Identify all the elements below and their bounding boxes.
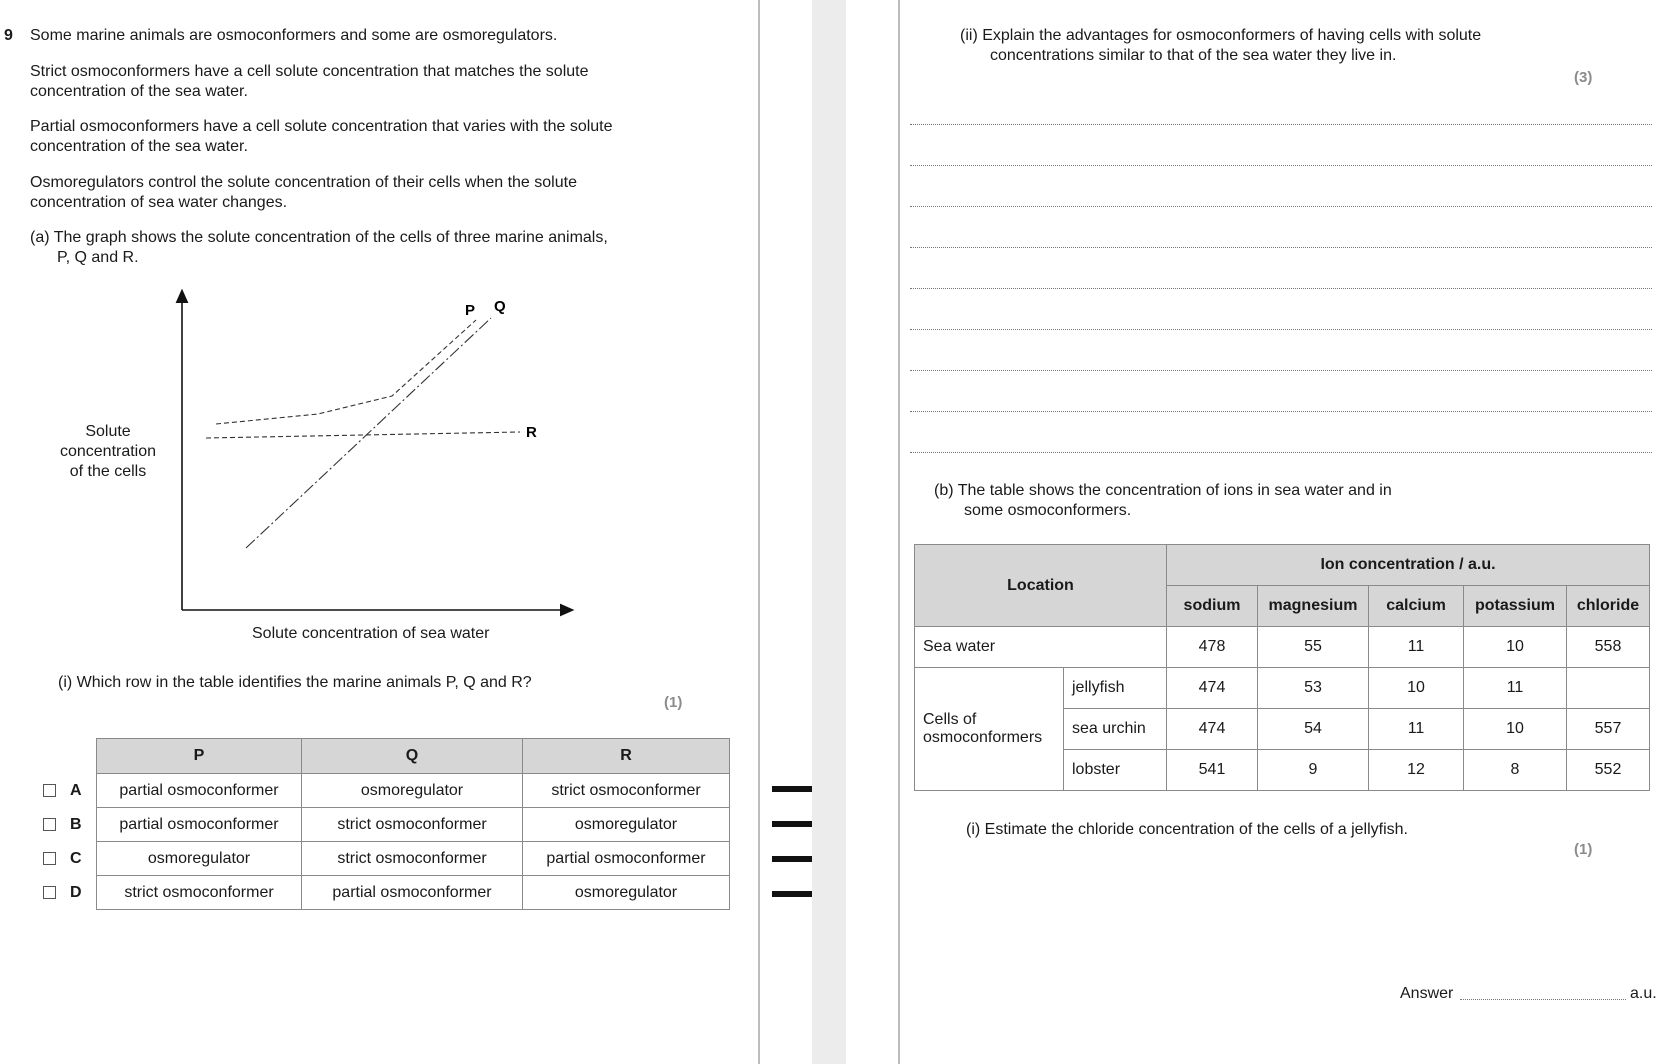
option-row-d[interactable] — [30, 876, 730, 910]
question-a-ii-line1: (ii) Explain the advantages for osmoconformers of having cells with solute — [960, 27, 1482, 44]
location-header: Location — [915, 545, 1167, 627]
option-letter: D — [70, 883, 82, 901]
margin-bar — [772, 891, 812, 897]
cell: partial osmoconformer — [523, 842, 730, 876]
value: 541 — [1167, 750, 1258, 791]
answer-unit: a.u. — [1630, 985, 1657, 1002]
option-row-b[interactable] — [30, 808, 730, 842]
ion-chloride: chloride — [1567, 586, 1650, 627]
ion-sodium: sodium — [1167, 586, 1258, 627]
option-row-c[interactable] — [30, 842, 730, 876]
ion-calcium: calcium — [1369, 586, 1464, 627]
value: 8 — [1464, 750, 1567, 791]
answer-line[interactable] — [910, 247, 1652, 248]
question-a-ii-line2: concentrations similar to that of the sea water they live in. — [990, 47, 1397, 64]
value: 9 — [1258, 750, 1369, 791]
book-spine — [812, 0, 846, 1064]
jellyfish-chloride-blank — [1567, 668, 1650, 709]
partial-definition-line1: Partial osmoconformers have a cell solute concentration that varies with the solute — [30, 118, 613, 135]
value: 552 — [1567, 750, 1650, 791]
group-label-line2: osmoconformers — [923, 729, 1043, 746]
answer-line[interactable] — [910, 206, 1652, 207]
osmoregulator-definition-line2: concentration of sea water changes. — [30, 194, 288, 211]
answer-line[interactable] — [910, 452, 1652, 453]
ion-magnesium: magnesium — [1258, 586, 1369, 627]
y-label-line3: of the cells — [69, 463, 147, 480]
part-a-line1: (a) The graph shows the solute concentration of the cells of three marine animals, — [30, 229, 608, 246]
strict-definition-line2: concentration of the sea water. — [30, 83, 248, 100]
answer-line[interactable] — [910, 165, 1652, 166]
answer-input-line[interactable] — [1460, 999, 1626, 1000]
row-sea-water — [915, 627, 1650, 668]
value: 54 — [1258, 709, 1369, 750]
ion-potassium: potassium — [1464, 586, 1567, 627]
margin-bar — [772, 821, 812, 827]
left-page-edge — [758, 0, 760, 1064]
value: 10 — [1369, 668, 1464, 709]
answer-line[interactable] — [910, 288, 1652, 289]
value: 478 — [1167, 627, 1258, 668]
cell: strict osmoconformer — [523, 774, 730, 808]
header-p: P — [97, 739, 302, 774]
answer-options-table — [30, 738, 730, 910]
y-label-line1: Solute — [85, 423, 131, 440]
y-label-line2: concentration — [59, 443, 157, 460]
value: 11 — [1369, 627, 1464, 668]
value: 11 — [1464, 668, 1567, 709]
ion-concentration-table — [914, 544, 1650, 791]
answer-label: Answer — [1400, 985, 1454, 1002]
cell: strict osmoconformer — [302, 842, 523, 876]
cell: osmoregulator — [302, 774, 523, 808]
ion-header: Ion concentration / a.u. — [1167, 545, 1650, 586]
value: 11 — [1369, 709, 1464, 750]
header-q: Q — [302, 739, 523, 774]
right-page-edge — [898, 0, 900, 1064]
partial-definition-line2: concentration of the sea water. — [30, 138, 248, 155]
line-p — [216, 320, 476, 424]
checkbox-c[interactable] — [43, 852, 56, 865]
intro-text: Some marine animals are osmoconformers and some are osmoregulators. — [30, 27, 558, 44]
question-b-i: (i) Estimate the chloride concentration of the cells of a jellyfish. — [966, 821, 1408, 838]
checkbox-a[interactable] — [43, 784, 56, 797]
margin-bar — [772, 856, 812, 862]
part-a-line2: P, Q and R. — [57, 249, 139, 266]
value: 10 — [1464, 709, 1567, 750]
marks-b-i: (1) — [1574, 841, 1593, 858]
part-b-line2: some osmoconformers. — [964, 502, 1132, 519]
value: 557 — [1567, 709, 1650, 750]
marks-a-i: (1) — [664, 694, 683, 711]
checkbox-d[interactable] — [43, 886, 56, 899]
cell: partial osmoconformer — [97, 808, 302, 842]
cell: partial osmoconformer — [302, 876, 523, 910]
cell: osmoregulator — [97, 842, 302, 876]
part-b-line1: (b) The table shows the concentration of ions in sea water and in — [934, 482, 1392, 499]
question-a-i: (i) Which row in the table identifies the marine animals P, Q and R? — [58, 674, 532, 691]
label-q: Q — [494, 298, 506, 315]
strict-definition — [30, 62, 589, 102]
line-r — [206, 432, 520, 438]
row-jellyfish — [915, 668, 1650, 709]
answer-line[interactable] — [910, 124, 1652, 125]
part-a-text — [30, 228, 608, 268]
option-letter: C — [70, 849, 82, 867]
label-p: P — [465, 302, 476, 319]
answer-line[interactable] — [910, 329, 1652, 330]
value: 53 — [1258, 668, 1369, 709]
value: 474 — [1167, 709, 1258, 750]
x-axis-label: Solute concentration of sea water — [252, 625, 490, 642]
value: 55 — [1258, 627, 1369, 668]
animal-name: sea urchin — [1064, 709, 1167, 750]
sea-water-label: Sea water — [915, 627, 1167, 668]
strict-definition-line1: Strict osmoconformers have a cell solute concentration that matches the solute — [30, 63, 589, 80]
value: 474 — [1167, 668, 1258, 709]
value: 558 — [1567, 627, 1650, 668]
animal-name: lobster — [1064, 750, 1167, 791]
cell: strict osmoconformer — [97, 876, 302, 910]
option-letter: B — [70, 815, 82, 833]
marks-a-ii: (3) — [1574, 69, 1593, 86]
option-letter: A — [70, 781, 82, 799]
cell: osmoregulator — [523, 876, 730, 910]
question-a-ii — [960, 26, 1481, 66]
cell: osmoregulator — [523, 808, 730, 842]
cell: strict osmoconformer — [302, 808, 523, 842]
header-r: R — [523, 739, 730, 774]
y-axis-label — [48, 422, 168, 482]
option-row-a[interactable] — [30, 774, 730, 808]
osmoregulator-definition-line1: Osmoregulators control the solute concentration of their cells when the solute — [30, 174, 577, 191]
osmoconformer-group-label — [915, 668, 1064, 791]
osmoregulator-definition — [30, 173, 577, 213]
partial-definition — [30, 117, 613, 157]
label-r: R — [526, 424, 537, 441]
value: 12 — [1369, 750, 1464, 791]
question-number: 9 — [4, 27, 13, 44]
cell: partial osmoconformer — [97, 774, 302, 808]
answer-line[interactable] — [910, 370, 1652, 371]
part-b-text — [934, 481, 1392, 521]
checkbox-b[interactable] — [43, 818, 56, 831]
group-label-line1: Cells of — [923, 711, 977, 728]
animal-name: jellyfish — [1064, 668, 1167, 709]
margin-bar — [772, 786, 812, 792]
value: 10 — [1464, 627, 1567, 668]
answer-line[interactable] — [910, 411, 1652, 412]
